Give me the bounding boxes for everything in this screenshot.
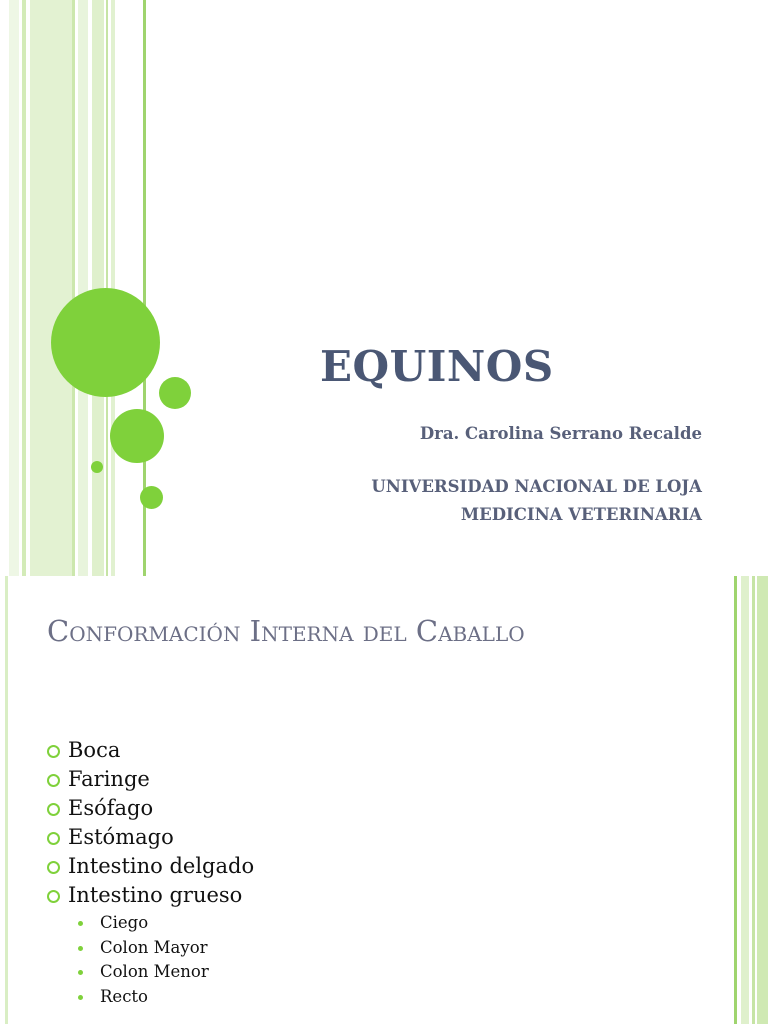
sublist-item	[76, 911, 209, 936]
sublist-item-label: Ciego	[100, 913, 149, 932]
list-item-label: Boca	[68, 738, 121, 762]
sublist-item-label: Recto	[100, 986, 148, 1006]
institution-line: UNIVERSIDAD NACIONAL DE LOJA	[371, 477, 702, 496]
sublist-item	[76, 960, 209, 985]
tiny-circle	[91, 461, 103, 473]
content-slide	[0, 576, 768, 1024]
circle-bullet-icon	[47, 803, 60, 816]
list-item	[44, 852, 254, 881]
dot-bullet-icon	[78, 970, 83, 975]
small-circle	[140, 486, 163, 509]
dot-bullet-icon	[78, 946, 83, 951]
slide-title: Conformación Interna del Caballo	[47, 614, 525, 648]
sublist-item-label: Colon Mayor	[100, 937, 208, 957]
circle-bullet-icon	[47, 832, 60, 845]
list-item	[44, 794, 254, 823]
dot-bullet-icon	[78, 995, 83, 1000]
dot-bullet-icon	[78, 921, 83, 926]
list-item-label: Intestino delgado	[68, 854, 255, 878]
large-circle	[51, 288, 160, 397]
list-item-label: Intestino grueso	[68, 883, 243, 907]
program-line: MEDICINA VETERINARIA	[460, 505, 702, 524]
circle-bullet-icon	[47, 890, 60, 903]
sublist-item	[76, 936, 209, 961]
list-item-label: Estómago	[68, 825, 174, 849]
list-item-label: Faringe	[68, 767, 150, 791]
organ-list	[44, 736, 254, 910]
list-item	[44, 736, 254, 765]
list-item-label: Esófago	[68, 796, 154, 820]
list-item	[44, 765, 254, 794]
circle-bullet-icon	[47, 861, 60, 874]
sublist-item-label: Colon Menor	[100, 962, 209, 981]
sublist-item	[76, 985, 209, 1010]
circle-bullet-icon	[47, 774, 60, 787]
author-line: Dra. Carolina Serrano Recalde	[419, 424, 702, 443]
slide-title: EQUINOS	[320, 342, 554, 391]
medium-circle	[110, 409, 164, 463]
circle-bullet-icon	[47, 745, 60, 758]
intestine-sublist	[76, 911, 209, 1009]
list-item	[44, 881, 254, 910]
list-item	[44, 823, 254, 852]
small-circle	[159, 377, 191, 409]
